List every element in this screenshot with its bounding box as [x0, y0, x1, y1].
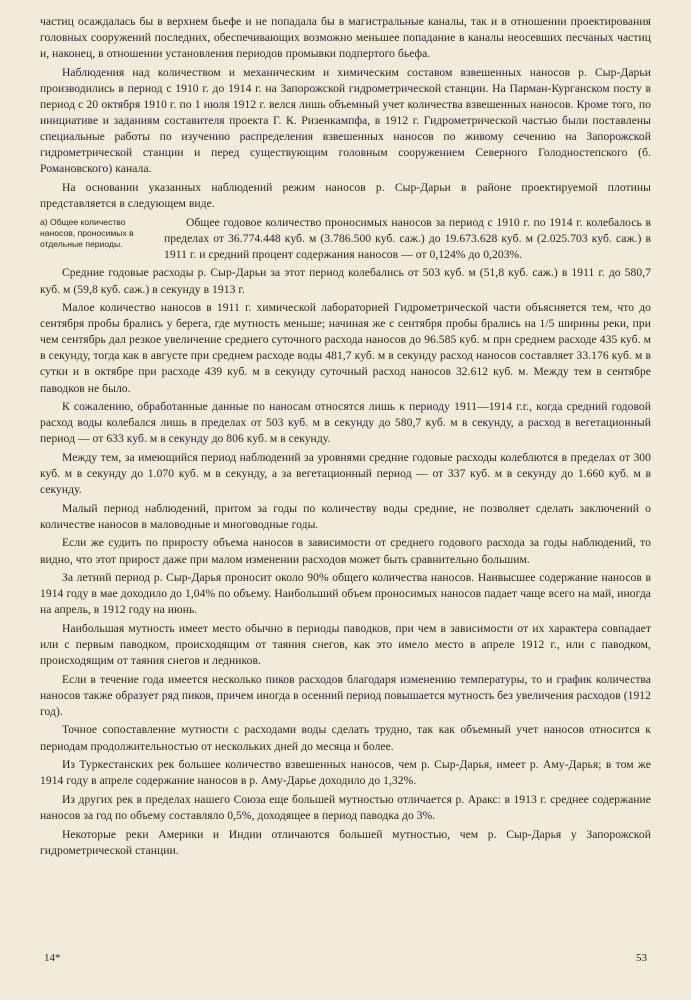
- paragraph-2: Наблюдения над количеством и механическим и химическим составом взвешенных наносов р. Сыр-Дарьи производились в период с 1910 г. до 1914 г. на Запорожской гидрометрической станции. На Парман-Курганском посту в период с 20 октября 1910 г. по 1 июля 1912 г. велся лишь объемный учет количества взвешенных наносов. Кроме того, по инициативе и заданиям составителя проекта Г. К. Ризенкампфа, в 1912 г. Гидрометрической частью были поставлены специальные работы по изучению распределения взвешенных наносов по живому сечению на Запорожской гидрометрической станции и перед существующим головным сооружением Северного Голодностепского (б. Романовского) канала.: [40, 65, 651, 176]
- page-number: 53: [636, 952, 647, 964]
- printer-signature: 14*: [44, 952, 61, 964]
- paragraph-9: Малый период наблюдений, притом за годы по количеству воды средние, не позволяет сделать заключений о количестве наносов в маловодные и многоводные годы.: [40, 501, 651, 531]
- paragraph-11: За летний период р. Сыр-Дарья проносит около 90% общего количества наносов. Наивысшее содержание наносов в 1914 году в мае доходило до 1,04% по объему. Наибольший объем проносимых наносов падает чаще всего на май, иногда на апрель, в 1912 году на июнь.: [40, 571, 651, 617]
- paragraph-10: Если же судить по приросту объема наносов в зависимости от среднего годового расхода за годы наблюдений, то видно, что этот прирост даже при малом изменении расходов может быть сравнительно большим.: [40, 536, 651, 566]
- note-block: [40, 215, 651, 263]
- paragraph-14: Точное сопоставление мутности с расходами воды сделать трудно, так как объемный учет наносов относится к периодам продолжительностью от нескольких дней до месяца и более.: [40, 723, 651, 753]
- paragraph-17: Некоторые реки Америки и Индии отличаются большей мутностью, чем р. Сыр-Дарья у Запорожской гидрометрической станции.: [40, 827, 651, 857]
- paragraph-7: К сожалению, обработанные данные по наносам относятся лишь к периоду 1911—1914 г.г., когда средний годовой расход воды колебался лишь в пределах от 503 куб. м в секунду до 580,7 куб. м в секунду, а расход в вегетационный период — от 633 куб. м в секунду до 806 куб. м в секунду.: [40, 400, 651, 446]
- paragraph-5: Средние годовые расходы р. Сыр-Дарьи за этот период колебались от 503 куб. м (51,8 куб. саж.) в 1911 г. до 580,7 куб. м (59,8 куб. саж.) в секунду в 1913 г.: [40, 266, 651, 296]
- paragraph-4: Общее годовое количество проносимых наносов за период с 1910 г. по 1914 г. колебалось в пределах от 36.774.448 куб. м (3.786.500 куб. саж.) до 19.673.628 куб. м (2.025.703 куб. саж.) в 1911 г. и средний процент содержания наносов — от 0,124% до 0,203%.: [164, 215, 651, 261]
- paragraph-12: Наибольшая мутность имеет место обычно в периоды паводков, при чем в зависимости от их характера совпадает или с первым паводком, происходящим от таяния снегов, как это имело место в апреле 1912 г., или с паводком, происходящим от таяния снегов и ледников.: [40, 621, 651, 668]
- paragraph-8: Между тем, за имеющийся период наблюдений за уровнями средние годовые расходы колеблются в пределах от 300 куб. м в секунду до 1.070 куб. м в секунду, а за вегетационный период — от 337 куб. м в секунду до 1.660 куб. м в секунду.: [40, 450, 651, 497]
- paragraph-3: На основании указанных наблюдений режим наносов р. Сыр-Дарьи в районе проектируемой плотины представляется в следующем виде.: [40, 180, 651, 211]
- body-text: [40, 14, 651, 859]
- paragraph-1: частиц осаждалась бы в верхнем бьефе и не попадала бы в магистральные каналы, так и в отношении проектирования головных сооружений последних, обеспечивающих возможно меньшее попадание в каналы неосевших песчаных частиц и, наконец, в отношении установления периодов промывки подпертого бьефа.: [40, 15, 651, 61]
- paragraph-6: Малое количество наносов в 1911 г. химической лабораторией Гидрометрической части объясняется тем, что до сентября пробы брались у берега, где мутность меньше; начиная же с сентября пробы брались на 1/5 ширины реки, при чем сентябрь дал резкое увеличение среднего суточного расхода наносов до 96.585 куб. м при среднем расходе 435 куб. м в секунду, тогда как в августе при среднем расходе воды 481,7 куб. м в секунду расход наносов составляет 33.176 куб. м в сутки и в октябре при расходе 439 куб. м в секунду суточный расход наносов 32.612 куб. м. Между тем в сентябре паводков не было.: [40, 301, 651, 395]
- paragraph-15: Из Туркестанских рек большее количество взвешенных наносов, чем р. Сыр-Дарья, имеет р. Аму-Дарья; в том же 1914 году в апреле содержание наносов в р. Аму-Дарье доходило до 1,32%.: [40, 758, 651, 788]
- paragraph-16: Из других рек в пределах нашего Союза еще большей мутностью отличается р. Аракс: в 1913 г. среднее содержание наносов за год по объему составляло 0,5%, доходящее в период паводка до 3%.: [40, 792, 651, 822]
- margin-note: а) Общее количество наносов, проносимых в отдельные периоды.: [40, 216, 134, 249]
- paragraph-13: Если в течение года имеется несколько пиков расходов благодаря изменению температуры, то и график количества наносов также образует ряд пиков, причем иногда в осенний период повышается мутность без увеличения расходов (1912 год).: [40, 672, 651, 718]
